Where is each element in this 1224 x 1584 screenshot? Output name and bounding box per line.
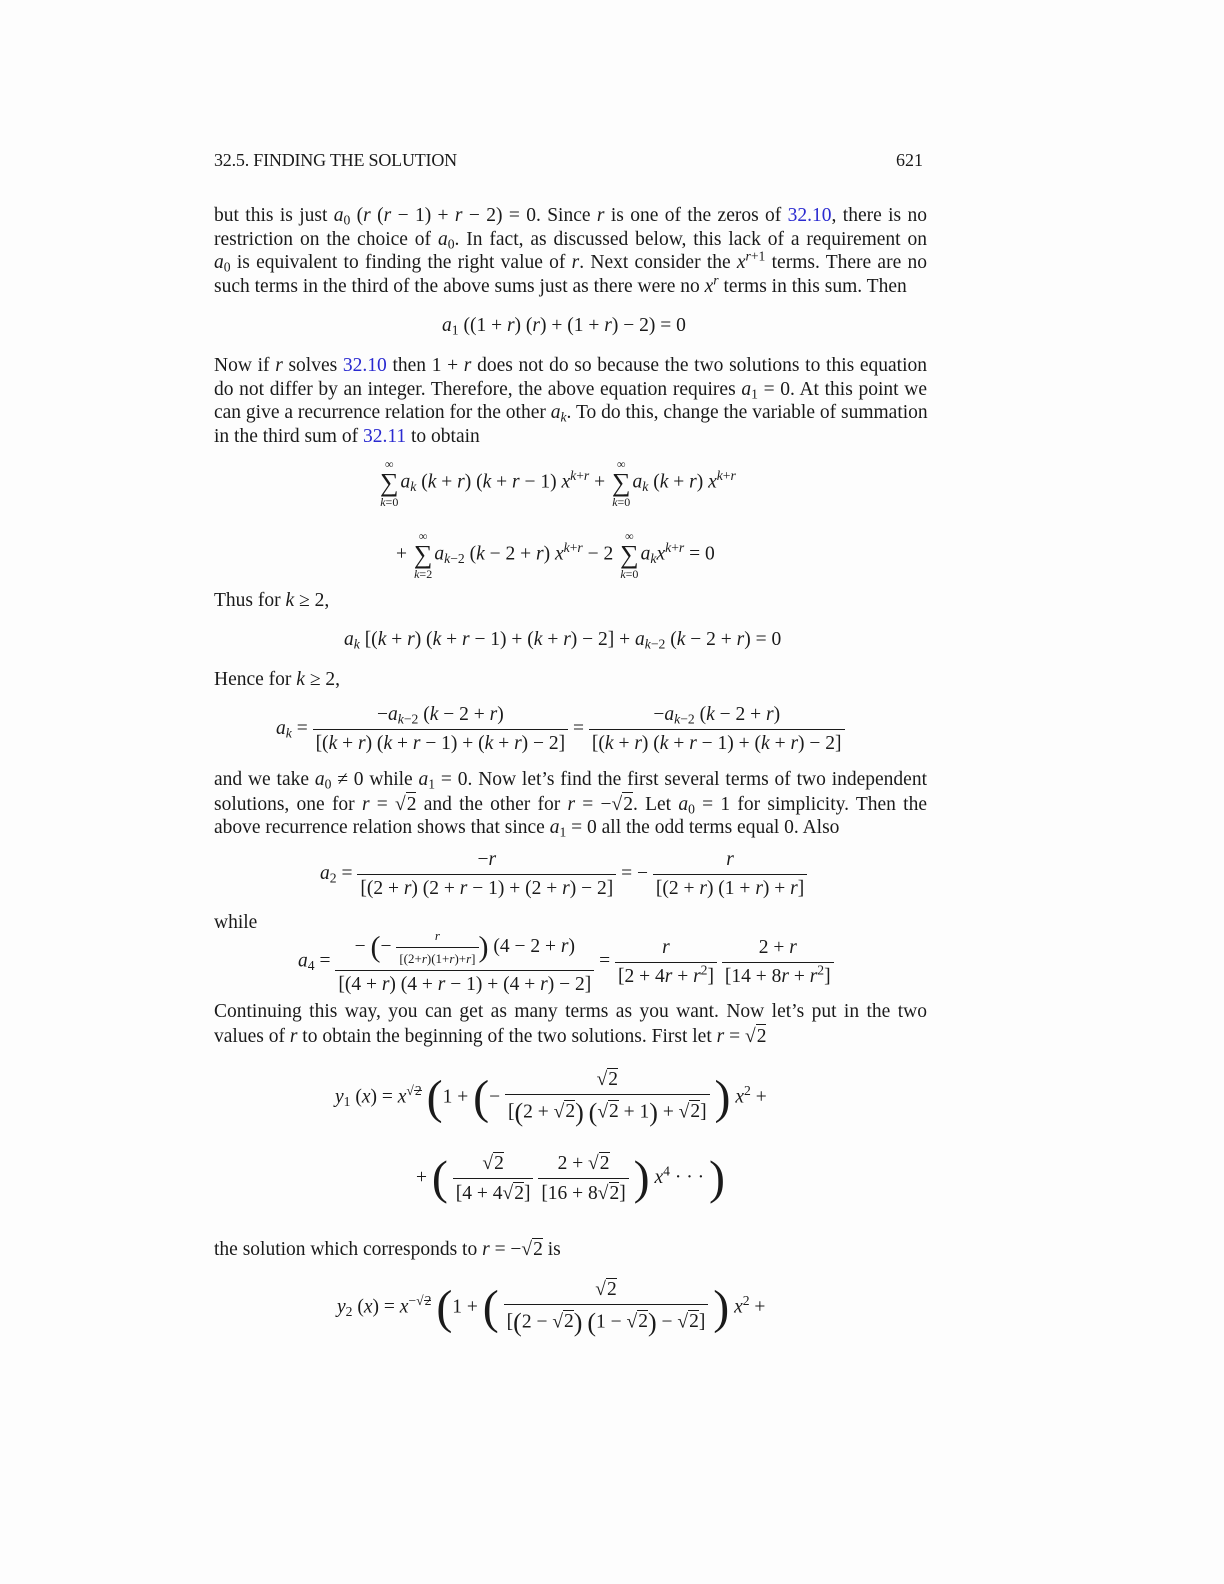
equation-ak: $a_k$ = $\frac{-a_{k-2} (k - 2 + r)}{[(k + r) (k + r - 1) + (k + r) - 2]}$ = $\frac{-a_{k-2} (k - 2 + r)}{[(k + r) (k + r - 1) + (k + r) - 2]}$ xyxy=(276,704,845,755)
equation-link[interactable]: 32.11 xyxy=(362,425,407,447)
equation-y2: $y_2$ $(x) = x^{-√2}$ (1 + ( $\frac{√2}{[(2 - √2) (1 - √2) - √2]}$ ) $x^2$ + xyxy=(337,1279,766,1337)
paragraph-1: but this is just $a_0$ (r (r − 1) + r − 2) = 0. Since r is one of the zeros of 32.10, there is no restriction on the choice of $a_0$. In fact, as discussed below, this lack of a requirement on $a_0$ is equivalent to finding the right value of r. Next consider the $x^{r+1}$ terms. There are no such terms in the third of the above sums just as there were no $x^r$ terms in this sum. Then xyxy=(214,205,927,297)
equation-link[interactable]: 32.10 xyxy=(342,355,387,376)
equation-y1-line1: $y_1$ $(x) = x^{√2}$ (1 + (− $\frac{√2}{[(2 + √2) (√2 + 1) + √2]}$ ) $x^2$ + xyxy=(335,1069,767,1127)
page-number: 621 xyxy=(896,150,923,170)
equation-a2: $a_2$ = $\frac{-r}{[(2 + r) (2 + r - 1) + (2 + r) - 2]}$ = − $\frac{r}{[(2 + r) (1 + r) + r]}$ xyxy=(320,849,807,900)
equation-a1: $a_1$ ((1 + r) (r) + (1 + r) − 2) = 0 xyxy=(442,315,686,338)
running-header: 32.5. FINDING THE SOLUTION xyxy=(214,150,457,170)
equation-link[interactable]: 32.10 xyxy=(787,205,832,226)
paragraph-2: Now if r solves 32.10 then 1 + r does not do so because the two solutions to this equation do not differ by an integer. Therefore, the above equation requires $a_1 = 0$. At this point we can give a recurrence relation for the other $a_k$. To do this, change the variable of summation in the third sum of 32.11 to obtain xyxy=(214,355,928,447)
text-hence: Hence for k ≥ 2, xyxy=(214,669,341,690)
equation-sums-line2: + ∞ ∑ k=2 $a_{k-2}$ (k − 2 + r) $x^{k+r} - 2$ ∞ ∑ k=0 $a_kx^{k+r} = 0$ xyxy=(396,529,715,581)
equation-sums-line1: ∞ ∑ k=0 $a_k$ (k + r) (k + r − 1) $x^{k+r}$ + ∞ ∑ k=0 $a_k$ (k + r) $x^{k+r}$ xyxy=(380,457,736,509)
equation-y1-line2: + ( $\frac{√2}{[4 + 4√2]}$ $\frac{2 + √2}{[16 + 8√2]}$ ) $x^4$ · · · ) xyxy=(416,1151,725,1205)
paragraph-4: Continuing this way, you can get as many terms as you want. Now let’s put in the two values of r to obtain the beginning of the two solutions. First let r = √2 xyxy=(214,1001,927,1047)
paragraph-3: and we take $a_0 \ne 0$ while $a_1 = 0$. Now let’s find the first several terms of two independent solutions, one for r = √2 and the other for r = −√2. Let $a_0 = 1$ for simplicity. Then the above recurrence relation shows that since $a_1 = 0$ all the odd terms equal 0. Also xyxy=(214,769,928,840)
text-while: while xyxy=(214,912,258,933)
text-second-solution: the solution which corresponds to r = −√2 is xyxy=(214,1239,561,1260)
equation-a4: $a_4$ = − (− $\frac{r}{[(2+r)(1+r)+r]}$ ) (4 − 2 + r) [(4 + r) (4 + r − 1) + (4 + r) − 2] = $\frac{r}{[2 + 4r + r^2]}$ $\frac{2 + r}{[14 + 8r + r^2]}$ xyxy=(298,928,834,996)
equation-recurrence: $a_k$ [(k + r) $(k + r - 1) + (k + r) - 2] + a_{k-2}$ (k − 2 + r) = 0 xyxy=(344,629,782,652)
text-thus: Thus for k ≥ 2, xyxy=(214,590,330,611)
